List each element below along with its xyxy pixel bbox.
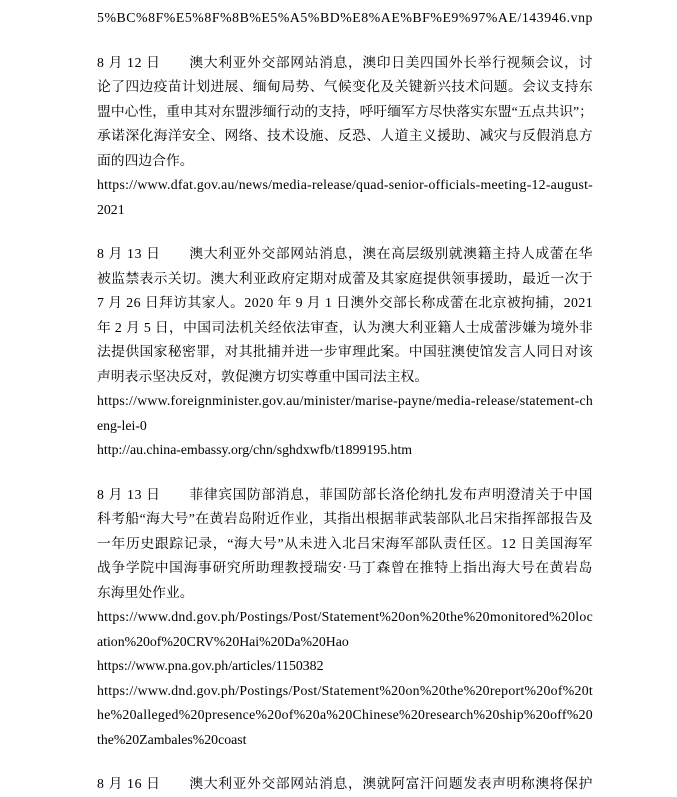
text-line-text: https://www.dfat.gov.au/news/media-release/quad-senior-officials-meeting-12-august- [97,177,594,192]
text-line-text: 战争学院中国海事研究所助理教授瑞安·马丁森曾在推特上指出海大号在黄岩岛 [97,560,593,575]
text-line-text: 7 月 26 日拜访其家人。2020 年 9 月 1 日澳外交部长称成蕾在北京被拘捕，2021 [97,295,594,310]
text-line-text: http://au.china-embassy.org/chn/sghdxwfb/t1899195.htm [97,442,412,457]
text-line [97,242,593,267]
text-line-text: he%20alleged%20presence%20of%20a%20Chinese%20research%20ship%20off%20 [97,707,593,722]
text-line-text: 8 月 16 日 澳大利亚外交部网站消息，澳就阿富汗问题发表声明称澳将保护 [97,776,593,791]
entry-aug-13-philippines [97,483,593,753]
text-line [97,556,593,581]
text-line-text: eng-lei-0 [97,417,147,433]
text-line [97,75,593,100]
text-line [97,100,593,125]
text-line-text: 8 月 13 日 菲律宾国防部消息，菲国防部长洛伦纳扎发布声明澄清关于中国 [97,486,593,502]
text-line [97,581,593,606]
text-line-text: 一年历史跟踪记录，“海大号”从未进入北吕宋海军部队责任区。12 日美国海军 [97,535,594,551]
entry-aug-12 [97,51,593,223]
text-line-text: 科考船“海大号”在黄岩岛附近作业，其指出根据菲武装部队北吕宋指挥部报告及 [97,511,593,526]
text-line-text: 被监禁表示关切。澳大利亚政府定期对成蕾及其家庭提供领事援助，最近一次于 [97,270,594,286]
text-line [97,291,593,316]
text-line-text: 声明表示坚决反对，敦促澳方切实尊重中国司法主权。 [97,368,429,384]
text-line-text: 法提供国家秘密罪，对其批捕并进一步审理此案。中国驻澳使馆发言人同日对该 [97,344,594,359]
text-line [97,654,593,679]
text-line-text: 5%BC%8F%E5%8F%8B%E5%A5%BD%E8%AE%BF%E9%97%AE/143946.vnp [97,10,594,25]
text-line [97,173,593,198]
text-line [97,124,593,149]
text-line [97,198,593,223]
text-line-text: 盟中心性，重申其对东盟涉缅行动的支持，呼吁缅军方尽快落实东盟“五点共识”； [97,103,593,119]
text-line [97,438,593,463]
text-line-text: https://www.dnd.gov.ph/Postings/Post/Statement%20on%20the%20monitored%20loc [97,609,594,624]
text-line-text: ation%20of%20CRV%20Hai%20Da%20Hao [97,633,349,649]
text-line [97,414,593,439]
text-line-text: https://www.dnd.gov.ph/Postings/Post/Statement%20on%20the%20report%20of%20t [97,682,594,698]
text-line-text: 面的四边合作。 [97,152,194,168]
text-line-text: 承诺深化海洋安全、网络、技术设施、反恐、人道主义援助、减灾与反假消息方 [97,128,594,143]
text-line [97,728,593,753]
text-line-text: 年 2 月 5 日，中国司法机关经依法审查，认为澳大利亚籍人士成蕾涉嫌为境外非 [97,319,593,335]
text-line [97,483,593,508]
text-line-text: 论了四边疫苗计划进展、缅甸局势、气候变化及关键新兴技术问题。会议支持东 [97,79,594,94]
text-line [97,389,593,414]
text-line [97,605,593,630]
text-line-text: https://www.pna.gov.ph/articles/1150382 [97,658,324,673]
text-line-text: 2021 [97,201,125,217]
entry-aug-13-cheng-lei [97,242,593,463]
text-line [97,630,593,655]
text-line [97,51,593,76]
text-line [97,149,593,174]
text-line-text: 8 月 13 日 澳大利亚外交部网站消息，澳在高层级别就澳籍主持人成蕾在华 [97,246,593,261]
text-line [97,532,593,557]
text-line [97,507,593,532]
text-line [97,679,593,704]
url-continuation-line [97,6,593,31]
text-line [97,267,593,292]
text-line [97,340,593,365]
text-line [97,703,593,728]
text-line-text: 东海里处作业。 [97,584,194,600]
text-line [97,316,593,341]
text-line [97,6,593,31]
text-line-text: the%20Zambales%20coast [97,731,247,747]
text-line-text: https://www.foreignminister.gov.au/minister/marise-payne/media-release/statement-ch [97,393,593,408]
text-line-text: 8 月 12 日 澳大利亚外交部网站消息，澳印日美四国外长举行视频会议，讨 [97,54,593,70]
text-line [97,365,593,390]
